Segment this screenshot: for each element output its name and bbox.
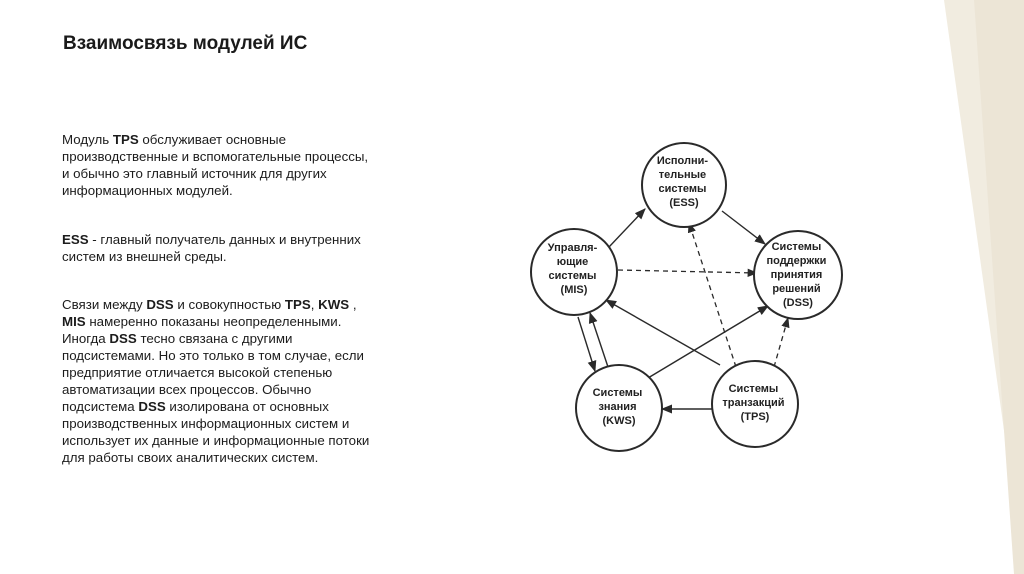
dashed-mis-to-dss — [618, 270, 757, 273]
svg-text:Системы поддержки: Системы поддержки принятия решений (DSS) — [766, 241, 827, 309]
dashed-tps-to-dss — [774, 318, 788, 367]
arrow-mis-to-ess — [609, 209, 645, 247]
dashed-tps-to-ess — [689, 223, 736, 367]
arrow-tps-to-mis — [606, 300, 720, 365]
paragraph-dss-links: Связи между DSS и совокупностью TPS, KWS , MIS намеренно показаны неопределенными. Иногда DSS тесно связана с другими подсистемами. Но это только в том случае, если предприятие отличается высокой степенью автоматизации всех процессов. Обычно подсистема DSS изолирована от основных производственных информационных систем и использует их данные и информационные потоки для работы своих аналитических систем. — [62, 297, 370, 465]
svg-text:Исполни- тельные с: Исполни- тельные системы (ESS) — [656, 155, 709, 209]
node-kws — [576, 365, 662, 451]
arrow-kws-to-mis — [590, 313, 608, 367]
node-mis — [531, 229, 617, 315]
svg-text:Системы транзакций: Системы транзакций (TPS) — [722, 383, 785, 423]
svg-text:Управля- ющие сист: Управля- ющие системы (MIS) — [547, 242, 598, 296]
page-title: Взаимосвязь модулей ИС — [63, 33, 308, 54]
node-dss — [754, 231, 842, 319]
paragraph-tps: Модуль TPS обслуживает основные производственные и вспомогательные процессы, и обычно это главный источник для других информационных модулей. — [62, 132, 369, 198]
node-ess — [642, 143, 726, 227]
node-tps — [712, 361, 798, 447]
paragraph-ess: ESS - главный получатель данных и внутренних систем из внешней среды. — [62, 232, 361, 264]
decorative-corner — [944, 0, 1024, 574]
arrow-mis-to-kws — [578, 317, 595, 371]
svg-text:Системы знания (KW: Системы знания (KWS) — [592, 387, 643, 427]
modules-diagram — [520, 135, 850, 465]
arrow-ess-to-dss — [722, 211, 765, 244]
